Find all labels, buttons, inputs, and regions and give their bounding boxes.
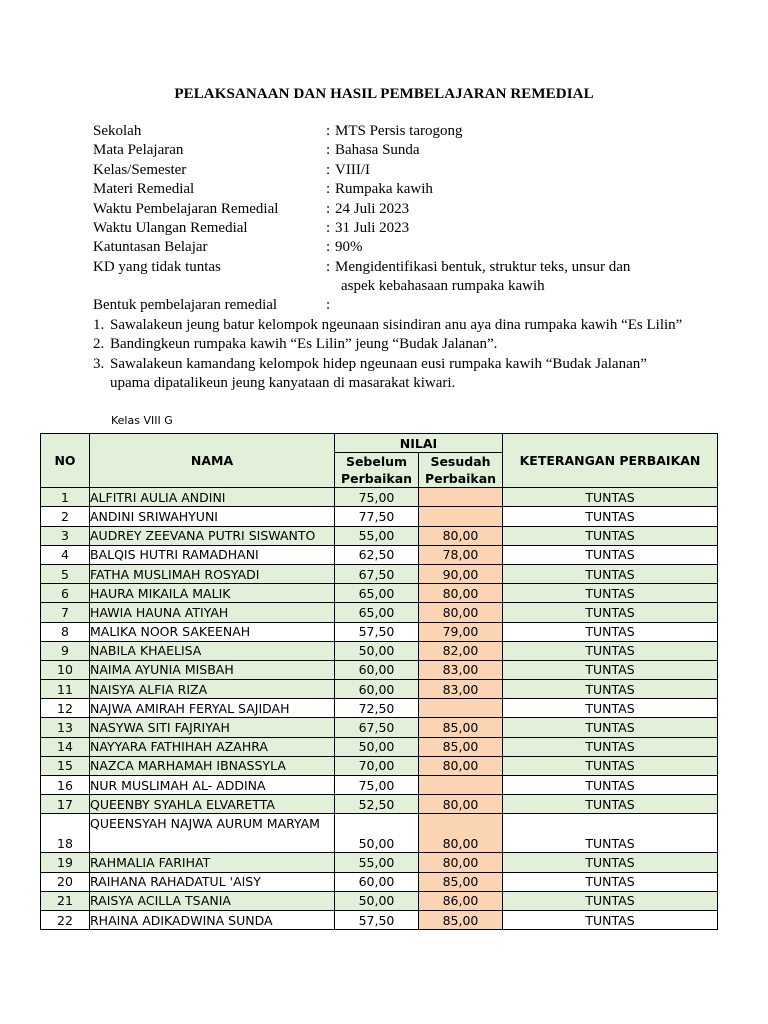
- cell-sebelum: 75,00: [335, 776, 419, 795]
- cell-sesudah: 86,00: [419, 891, 503, 910]
- cell-no: 21: [41, 891, 90, 910]
- cell-keterangan: TUNTAS: [503, 507, 718, 526]
- cell-keterangan: TUNTAS: [503, 891, 718, 910]
- table-row: [41, 910, 718, 929]
- info-label: Mata Pelajaran: [93, 142, 184, 159]
- cell-sebelum: 65,00: [335, 584, 419, 603]
- cell-sebelum: 75,00: [335, 488, 419, 507]
- cell-keterangan: TUNTAS: [503, 718, 718, 737]
- info-value: Bahasa Sunda: [335, 142, 420, 159]
- step-number: 1.: [93, 317, 105, 333]
- cell-sesudah: 80,00: [419, 526, 503, 545]
- cell-sesudah: 85,00: [419, 872, 503, 891]
- info-row-mata-pelajaran: Mata Pelajaran : Bahasa Sunda: [93, 141, 672, 160]
- cell-sebelum: 50,00: [335, 641, 419, 660]
- cell-keterangan: TUNTAS: [503, 795, 718, 814]
- cell-nama: NAZCA MARHAMAH IBNASSYLA: [90, 756, 335, 775]
- cell-sebelum: 55,00: [335, 853, 419, 872]
- remedial-steps: [93, 316, 683, 394]
- cell-nama: ALFITRI AULIA ANDINI: [90, 488, 335, 507]
- cell-nama: RHAINA ADIKADWINA SUNDA: [90, 910, 335, 929]
- cell-sesudah: 85,00: [419, 737, 503, 756]
- header-nama: NAMA: [90, 434, 335, 488]
- cell-no: 14: [41, 737, 90, 756]
- cell-no: 4: [41, 545, 90, 564]
- cell-sebelum: 67,50: [335, 564, 419, 583]
- cell-sebelum: 60,00: [335, 872, 419, 891]
- table-row: [41, 814, 718, 853]
- cell-sesudah: 80,00: [419, 795, 503, 814]
- table-row: [41, 584, 718, 603]
- cell-sebelum: 50,00: [335, 814, 419, 853]
- cell-no: 12: [41, 699, 90, 718]
- step-text: Sawalakeun jeung batur kelompok ngeunaan sisindiran anu aya dina rumpaka kawih “Es Lilin”: [110, 317, 683, 333]
- header-sebelum: Sebelum Perbaikan: [335, 453, 419, 488]
- cell-sesudah: 80,00: [419, 584, 503, 603]
- header-keterangan: KETERANGAN PERBAIKAN: [503, 434, 718, 488]
- cell-sebelum: 70,00: [335, 756, 419, 775]
- cell-keterangan: TUNTAS: [503, 910, 718, 929]
- cell-no: 22: [41, 910, 90, 929]
- cell-keterangan: TUNTAS: [503, 545, 718, 564]
- cell-nama: NASYWA SITI FAJRIYAH: [90, 718, 335, 737]
- cell-no: 10: [41, 660, 90, 679]
- step-item: [93, 335, 683, 354]
- cell-keterangan: TUNTAS: [503, 660, 718, 679]
- cell-sebelum: 65,00: [335, 603, 419, 622]
- cell-keterangan: TUNTAS: [503, 584, 718, 603]
- step-item: [93, 316, 683, 335]
- step-item: [93, 355, 683, 394]
- cell-nama: NAJWA AMIRAH FERYAL SAJIDAH: [90, 699, 335, 718]
- cell-sebelum: 72,50: [335, 699, 419, 718]
- page-title: PELAKSANAAN DAN HASIL PEMBELAJARAN REMEDIAL: [174, 86, 594, 102]
- cell-sesudah: [419, 699, 503, 718]
- cell-no: 17: [41, 795, 90, 814]
- step-number: 2.: [93, 336, 105, 353]
- table-row: [41, 795, 718, 814]
- cell-sesudah: 80,00: [419, 603, 503, 622]
- table-row: [41, 737, 718, 756]
- cell-keterangan: TUNTAS: [503, 641, 718, 660]
- cell-sebelum: 50,00: [335, 737, 419, 756]
- cell-no: 16: [41, 776, 90, 795]
- cell-sesudah: 79,00: [419, 622, 503, 641]
- table-row: [41, 526, 718, 545]
- info-label: Waktu Pembelajaran Remedial: [93, 200, 279, 217]
- cell-sesudah: [419, 507, 503, 526]
- table-row: [41, 545, 718, 564]
- info-row-kd: KD yang tidak tuntas : Mengidentifikasi bentuk, struktur teks, unsur dan aspek kebahasaan rumpaka kawih: [93, 258, 672, 297]
- cell-nama: NAISYA ALFIA RIZA: [90, 680, 335, 699]
- cell-no: 7: [41, 603, 90, 622]
- cell-nama: RAISYA ACILLA TSANIA: [90, 891, 335, 910]
- cell-no: 6: [41, 584, 90, 603]
- table-row: [41, 488, 718, 507]
- info-label: Waktu Ulangan Remedial: [93, 220, 248, 237]
- table-body: [41, 488, 718, 930]
- cell-sesudah: 90,00: [419, 564, 503, 583]
- table-row: [41, 699, 718, 718]
- cell-keterangan: TUNTAS: [503, 603, 718, 622]
- cell-keterangan: TUNTAS: [503, 853, 718, 872]
- cell-sebelum: 50,00: [335, 891, 419, 910]
- info-label: KD yang tidak tuntas: [93, 258, 221, 275]
- cell-sesudah: 78,00: [419, 545, 503, 564]
- cell-keterangan: TUNTAS: [503, 622, 718, 641]
- cell-nama: FATHA MUSLIMAH ROSYADI: [90, 564, 335, 583]
- cell-sesudah: 85,00: [419, 718, 503, 737]
- cell-keterangan: TUNTAS: [503, 756, 718, 775]
- step-text: Bandingkeun rumpaka kawih “Es Lilin” jeung “Budak Jalanan”.: [110, 336, 498, 353]
- table-header: [41, 434, 718, 488]
- cell-sebelum: 60,00: [335, 660, 419, 679]
- cell-sesudah: 85,00: [419, 910, 503, 929]
- info-row-waktu-ulangan: Waktu Ulangan Remedial : 31 Juli 2023: [93, 219, 672, 238]
- cell-no: 5: [41, 564, 90, 583]
- header-nilai: NILAI: [335, 434, 503, 453]
- info-value: 31 Juli 2023: [335, 220, 410, 237]
- cell-keterangan: TUNTAS: [503, 776, 718, 795]
- cell-sesudah: 80,00: [419, 814, 503, 853]
- cell-nama: NUR MUSLIMAH AL- ADDINA: [90, 776, 335, 795]
- info-row-waktu-pembelajaran: Waktu Pembelajaran Remedial : 24 Juli 2023: [93, 200, 672, 219]
- info-label: Katuntasan Belajar: [93, 239, 208, 256]
- info-row-sekolah: Sekolah : MTS Persis tarogong: [93, 122, 672, 141]
- cell-nama: HAURA MIKAILA MALIK: [90, 584, 335, 603]
- cell-sebelum: 57,50: [335, 910, 419, 929]
- step-text: Sawalakeun kamandang kelompok hidep ngeunaan eusi rumpaka kawih “Budak Jalanan” upama dipatalikeun jeung kanyataan di masarakat kiwari.: [110, 355, 647, 392]
- cell-sebelum: 62,50: [335, 545, 419, 564]
- info-value-line2: aspek kebahasaan rumpaka kawih: [341, 278, 545, 295]
- table-row: [41, 507, 718, 526]
- kelas-label: Kelas VIII G: [111, 414, 173, 427]
- cell-sebelum: 60,00: [335, 680, 419, 699]
- cell-sesudah: 80,00: [419, 756, 503, 775]
- cell-sebelum: 57,50: [335, 622, 419, 641]
- cell-sebelum: 67,50: [335, 718, 419, 737]
- info-row-katuntasan: Katuntasan Belajar : 90%: [93, 238, 672, 257]
- cell-sesudah: [419, 776, 503, 795]
- cell-nama: RAIHANA RAHADATUL 'AISY: [90, 872, 335, 891]
- cell-nama: HAWIA HAUNA ATIYAH: [90, 603, 335, 622]
- cell-nama: NABILA KHAELISA: [90, 641, 335, 660]
- cell-no: 1: [41, 488, 90, 507]
- cell-nama: NAIMA AYUNIA MISBAH: [90, 660, 335, 679]
- table-row: [41, 564, 718, 583]
- table-row: [41, 718, 718, 737]
- cell-no: 2: [41, 507, 90, 526]
- info-value: 24 Juli 2023: [335, 200, 410, 217]
- cell-keterangan: TUNTAS: [503, 564, 718, 583]
- info-value: MTS Persis tarogong: [335, 123, 463, 139]
- info-row-materi: Materi Remedial : Rumpaka kawih: [93, 180, 672, 199]
- cell-nama: ANDINI SRIWAHYUNI: [90, 507, 335, 526]
- cell-no: 20: [41, 872, 90, 891]
- table-row: [41, 680, 718, 699]
- grades-table: [40, 433, 718, 930]
- cell-nama: MALIKA NOOR SAKEENAH: [90, 622, 335, 641]
- table-row: [41, 872, 718, 891]
- cell-no: 15: [41, 756, 90, 775]
- cell-no: 8: [41, 622, 90, 641]
- info-value: Rumpaka kawih: [335, 181, 433, 198]
- header-no: NO: [41, 434, 90, 488]
- bentuk-label: Bentuk pembelajaran remedial: [93, 297, 278, 313]
- cell-keterangan: TUNTAS: [503, 737, 718, 756]
- cell-sebelum: 52,50: [335, 795, 419, 814]
- info-value: 90%: [335, 239, 363, 256]
- cell-keterangan: TUNTAS: [503, 526, 718, 545]
- info-value: VIII/I: [335, 161, 370, 178]
- table-row: [41, 756, 718, 775]
- cell-no: 11: [41, 680, 90, 699]
- cell-sesudah: 83,00: [419, 680, 503, 699]
- cell-no: 3: [41, 526, 90, 545]
- cell-sebelum: 55,00: [335, 526, 419, 545]
- cell-no: 13: [41, 718, 90, 737]
- cell-sesudah: [419, 488, 503, 507]
- table-row: [41, 641, 718, 660]
- table-row: [41, 660, 718, 679]
- cell-nama: QUEENSYAH NAJWA AURUM MARYAM: [90, 814, 335, 853]
- info-value: Mengidentifikasi bentuk, struktur teks, unsur dan: [335, 258, 631, 275]
- table-row: [41, 776, 718, 795]
- cell-no: 18: [41, 814, 90, 853]
- step-number: 3.: [93, 355, 105, 372]
- bentuk-heading: Bentuk pembelajaran remedial :: [93, 296, 330, 315]
- cell-nama: QUEENBY SYAHLA ELVARETTA: [90, 795, 335, 814]
- table-row: [41, 891, 718, 910]
- table-row: [41, 622, 718, 641]
- info-label: Materi Remedial: [93, 181, 195, 198]
- cell-nama: AUDREY ZEEVANA PUTRI SISWANTO: [90, 526, 335, 545]
- cell-keterangan: TUNTAS: [503, 814, 718, 853]
- info-label: Sekolah: [93, 123, 142, 139]
- cell-keterangan: TUNTAS: [503, 699, 718, 718]
- cell-nama: NAYYARA FATHIHAH AZAHRA: [90, 737, 335, 756]
- info-row-kelas-semester: Kelas/Semester : VIII/I: [93, 161, 672, 180]
- cell-sesudah: 80,00: [419, 853, 503, 872]
- cell-nama: RAHMALIA FARIHAT: [90, 853, 335, 872]
- cell-sebelum: 77,50: [335, 507, 419, 526]
- cell-sesudah: 82,00: [419, 641, 503, 660]
- cell-nama: BALQIS HUTRI RAMADHANI: [90, 545, 335, 564]
- info-label: Kelas/Semester: [93, 161, 187, 178]
- header-sesudah: Sesudah Perbaikan: [419, 453, 503, 488]
- cell-keterangan: TUNTAS: [503, 872, 718, 891]
- cell-sesudah: 83,00: [419, 660, 503, 679]
- cell-no: 9: [41, 641, 90, 660]
- table-row: [41, 853, 718, 872]
- cell-keterangan: TUNTAS: [503, 680, 718, 699]
- cell-keterangan: TUNTAS: [503, 488, 718, 507]
- table-row: [41, 603, 718, 622]
- cell-no: 19: [41, 853, 90, 872]
- info-block: [93, 122, 672, 297]
